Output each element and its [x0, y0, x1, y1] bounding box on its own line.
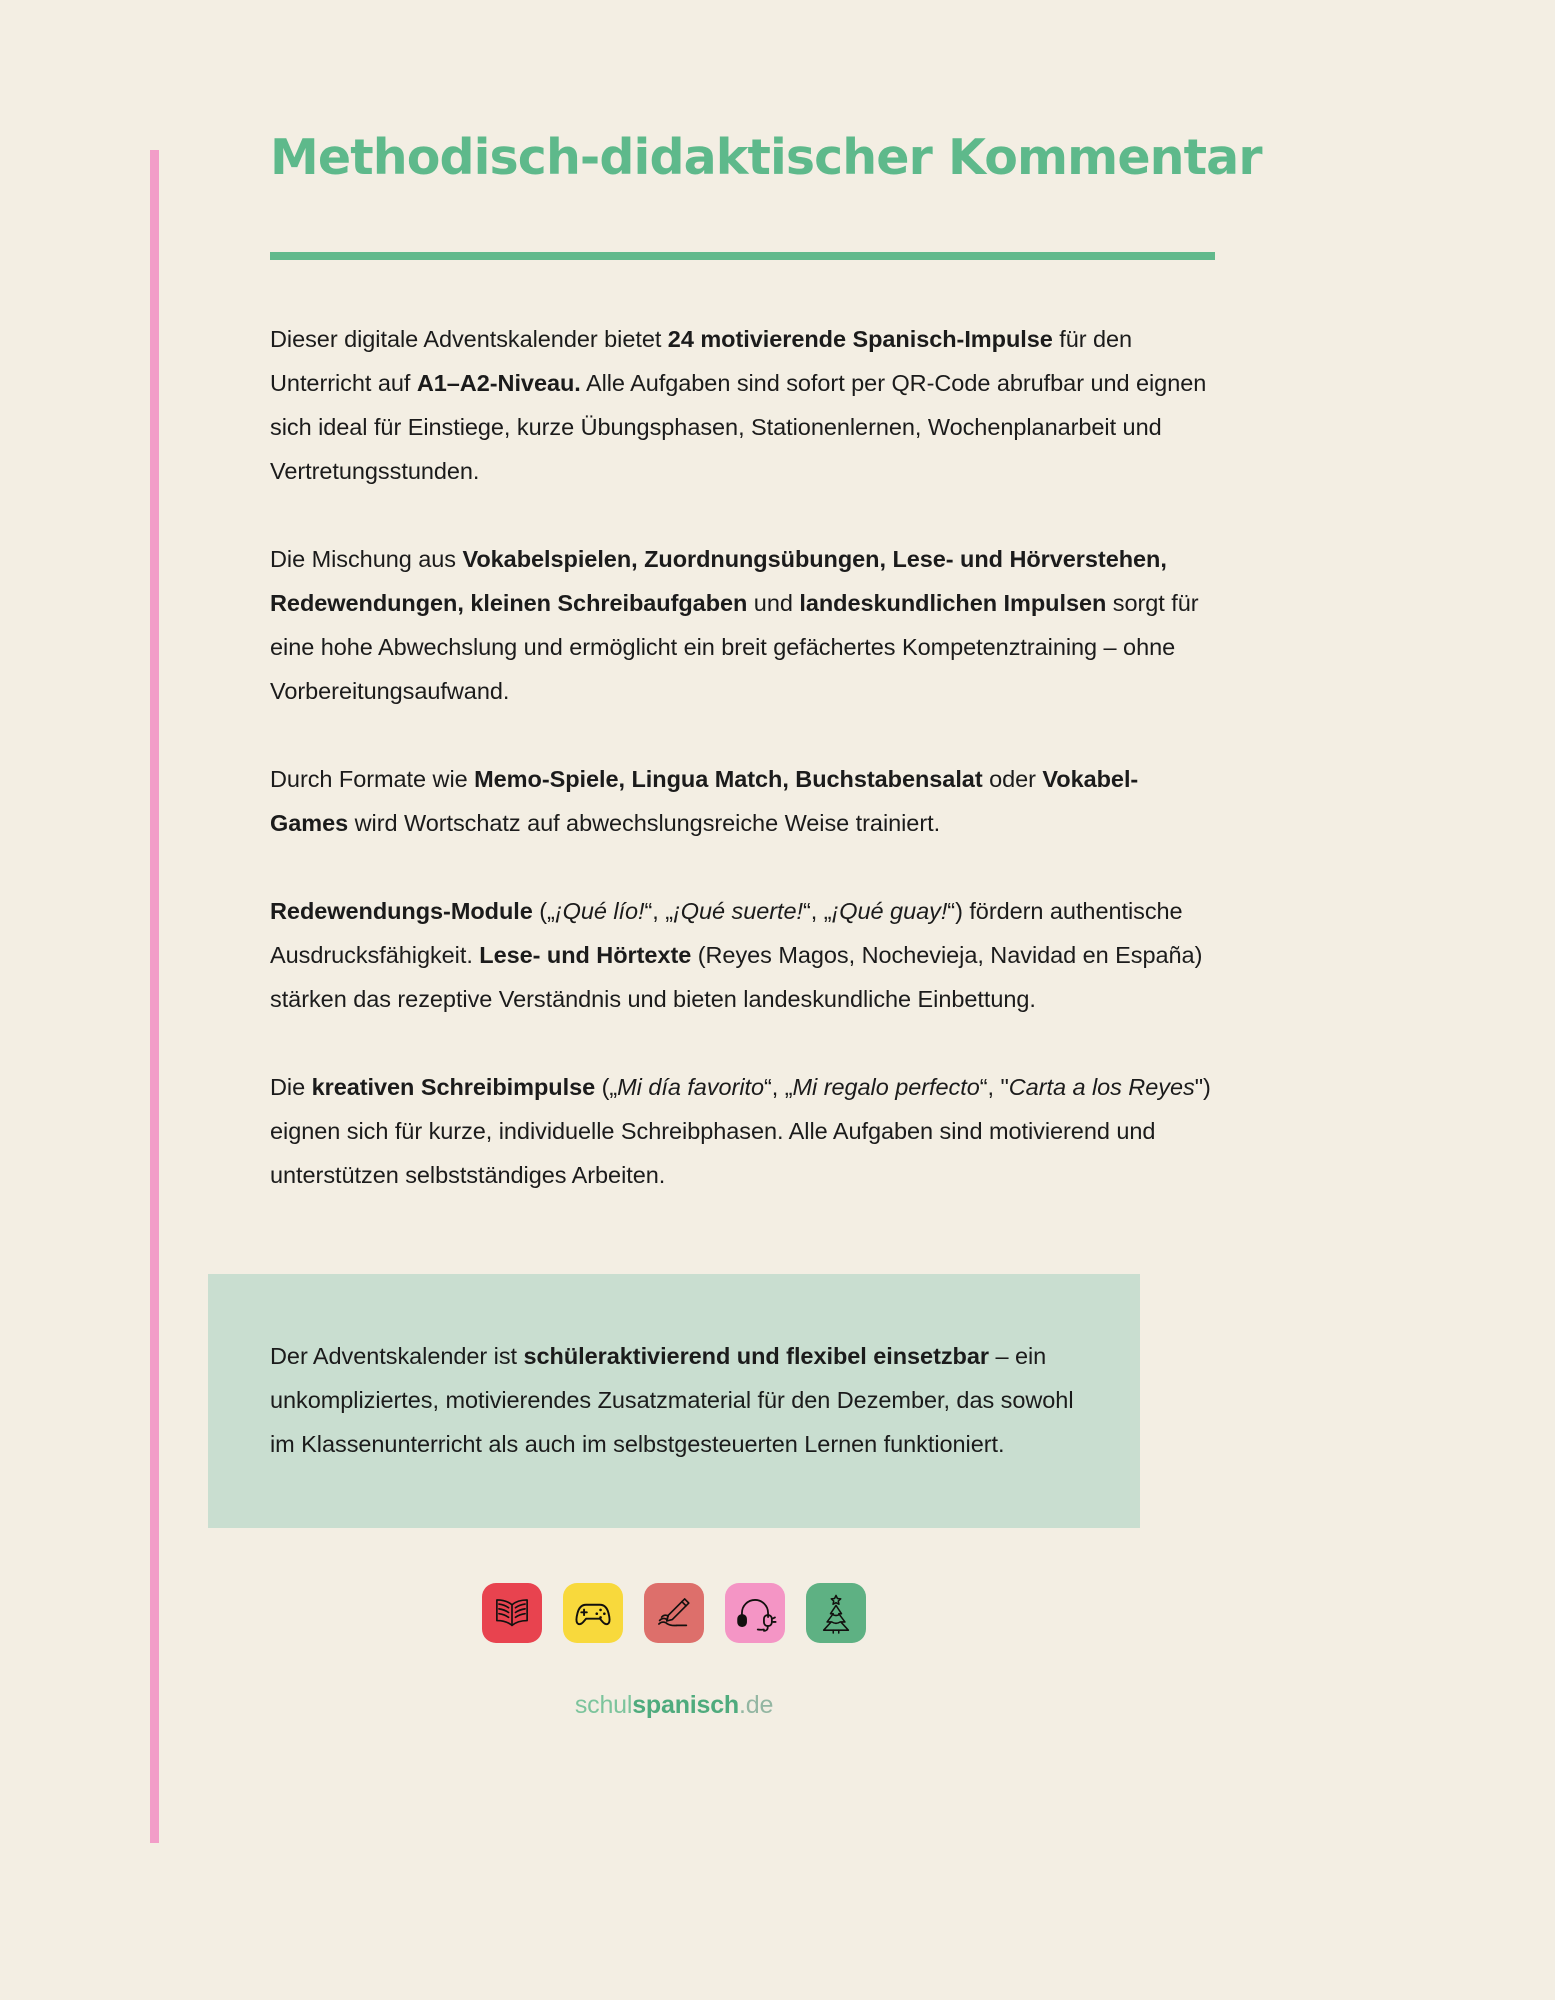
paragraph-formate: Durch Formate wie Memo-Spiele, Lingua Match, Buchstabensalat oder Vokabel-Games wird Wortschatz auf abwechslungsreiche Weise trainiert.	[270, 765, 1139, 836]
headphones-icon	[725, 1583, 785, 1643]
paragraph-redewendungen: Redewendungs-Module („¡Qué lío!“, „¡Qué suerte!“, „¡Qué guay!“) fördern authentische Ausdrucksfähigkeit. Lese- und Hörtexte (Reyes Magos, Nochevieja, Navidad en España) stärken das rezeptive Verständnis und bieten landeskundliche Einbettung.	[270, 897, 1203, 1012]
open-book-icon	[482, 1583, 542, 1643]
summary-callout	[208, 1274, 1140, 1528]
callout-text: Der Adventskalender ist schüleraktivierend und flexibel einsetzbar – ein unkompliziertes, motivierendes Zusatzmaterial für den Dezember, das sowohl im Klassenunterricht als auch im selbstgesteuerten Lernen funktioniert.	[270, 1342, 1074, 1457]
brand-tld: .de	[739, 1690, 774, 1719]
page-title: Methodisch-didaktischer Kommentar	[270, 129, 1262, 186]
christmas-tree-icon	[806, 1583, 866, 1643]
content-column	[270, 0, 1290, 1720]
left-accent-bar	[150, 150, 159, 1843]
icon-row	[208, 1583, 1140, 1643]
brand-prefix: schul	[574, 1690, 633, 1719]
gamepad-icon	[563, 1583, 623, 1643]
brand-main: spanisch	[632, 1690, 739, 1719]
body-copy	[270, 317, 1215, 1197]
writing-hand-icon	[644, 1583, 704, 1643]
title-divider	[270, 252, 1215, 260]
paragraph-mischung: Die Mischung aus Vokabelspielen, Zuordnungsübungen, Lese- und Hörverstehen, Redewendungen, kleinen Schreibaufgaben und landeskundlichen Impulsen sorgt für eine hohe Abwechslung und ermöglicht ein breit gefächertes Kompetenztraining – ohne Vorbereitungsaufwand.	[270, 545, 1199, 704]
footer-brand	[208, 1691, 1140, 1720]
paragraph-intro: Dieser digitale Adventskalender bietet 24 motivierende Spanisch-Impulse für den Unterricht auf A1–A2-Niveau. Alle Aufgaben sind sofort per QR-Code abrufbar und eignen sich ideal für Einstiege, kurze Übungsphasen, Stationenlernen, Wochenplanarbeit und Vertretungsstunden.	[270, 325, 1207, 484]
paragraph-schreibimpulse: Die kreativen Schreibimpulse („Mi día favorito“, „Mi regalo perfecto“, "Carta a los Reyes") eignen sich für kurze, individuelle Schreibphasen. Alle Aufgaben sind motivierend und unterstützen selbstständiges Arbeiten.	[270, 1073, 1211, 1188]
